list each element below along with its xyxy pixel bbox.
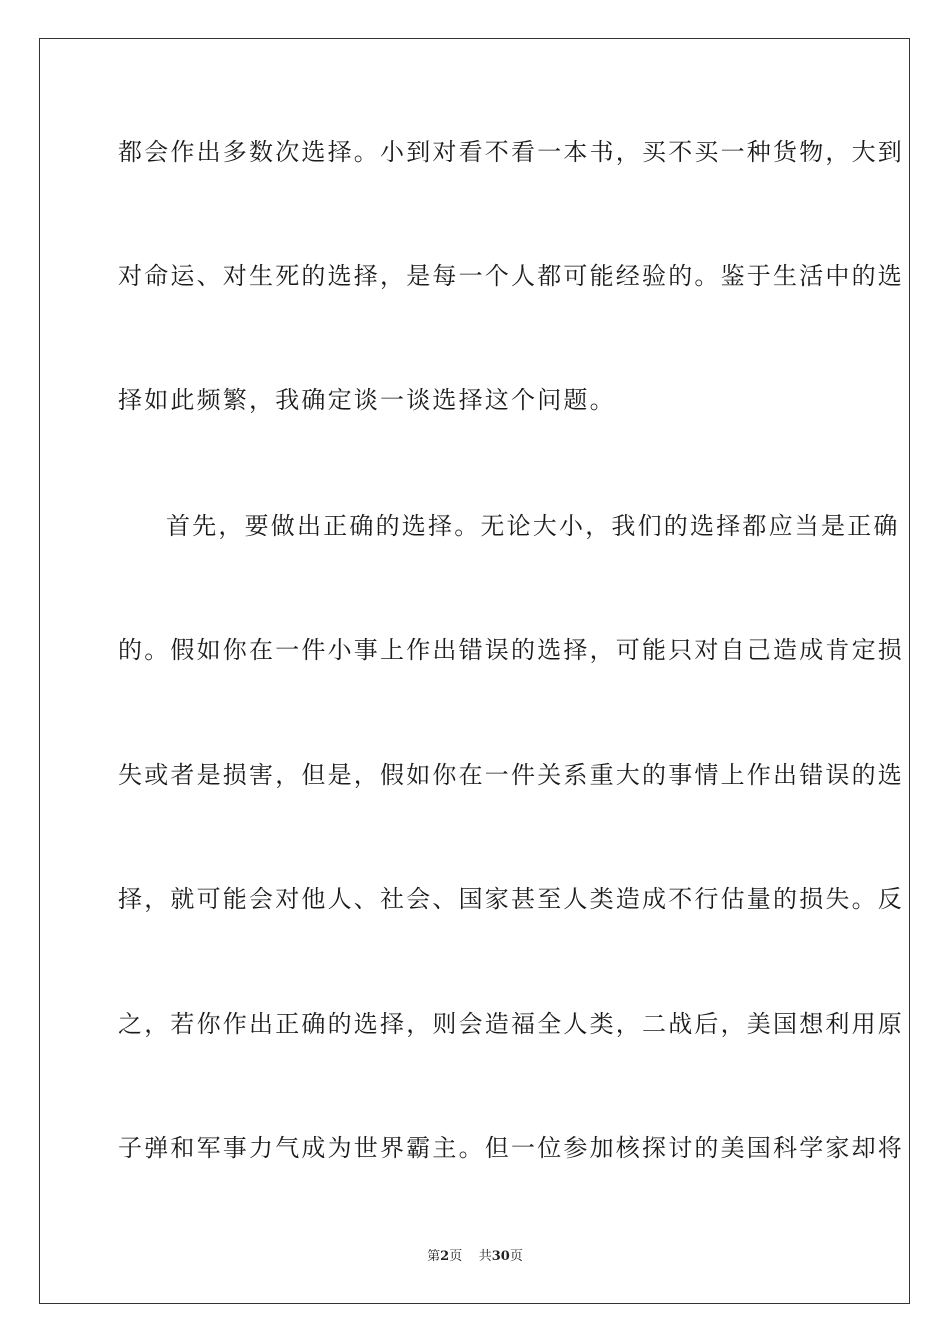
paragraph-line-1: 都会作出多数次选择。小到对看不看一本书，买不买一种货物，大到 bbox=[118, 138, 904, 166]
footer-page-number: 2 bbox=[440, 1249, 450, 1264]
paragraph-line-4: 首先，要做出正确的选择。无论大小，我们的选择都应当是正确 bbox=[166, 512, 900, 540]
paragraph-line-8: 之，若你作出正确的选择，则会造福全人类，二战后，美国想利用原 bbox=[118, 1010, 904, 1038]
page-border bbox=[39, 38, 910, 1304]
paragraph-line-5: 的。假如你在一件小事上作出错误的选择，可能只对自己造成肯定损 bbox=[118, 636, 904, 664]
paragraph-line-9: 子弹和军事力气成为世界霸主。但一位参加核探讨的美国科学家却将 bbox=[118, 1134, 904, 1162]
paragraph-line-2: 对命运、对生死的选择，是每一个人都可能经验的。鉴于生活中的选 bbox=[118, 262, 904, 290]
page-footer bbox=[0, 1248, 950, 1266]
footer-total-prefix: 共 bbox=[478, 1249, 492, 1264]
footer-total-suffix: 页 bbox=[509, 1249, 523, 1264]
paragraph-line-6: 失或者是损害，但是，假如你在一件关系重大的事情上作出错误的选 bbox=[118, 761, 904, 789]
footer-total-pages: 30 bbox=[491, 1249, 510, 1264]
footer-page-suffix: 页 bbox=[449, 1249, 463, 1264]
footer-page-prefix: 第 bbox=[427, 1249, 441, 1264]
paragraph-line-7: 择，就可能会对他人、社会、国家甚至人类造成不行估量的损失。反 bbox=[118, 885, 904, 913]
paragraph-line-3: 择如此频繁，我确定谈一谈选择这个问题。 bbox=[118, 386, 616, 414]
